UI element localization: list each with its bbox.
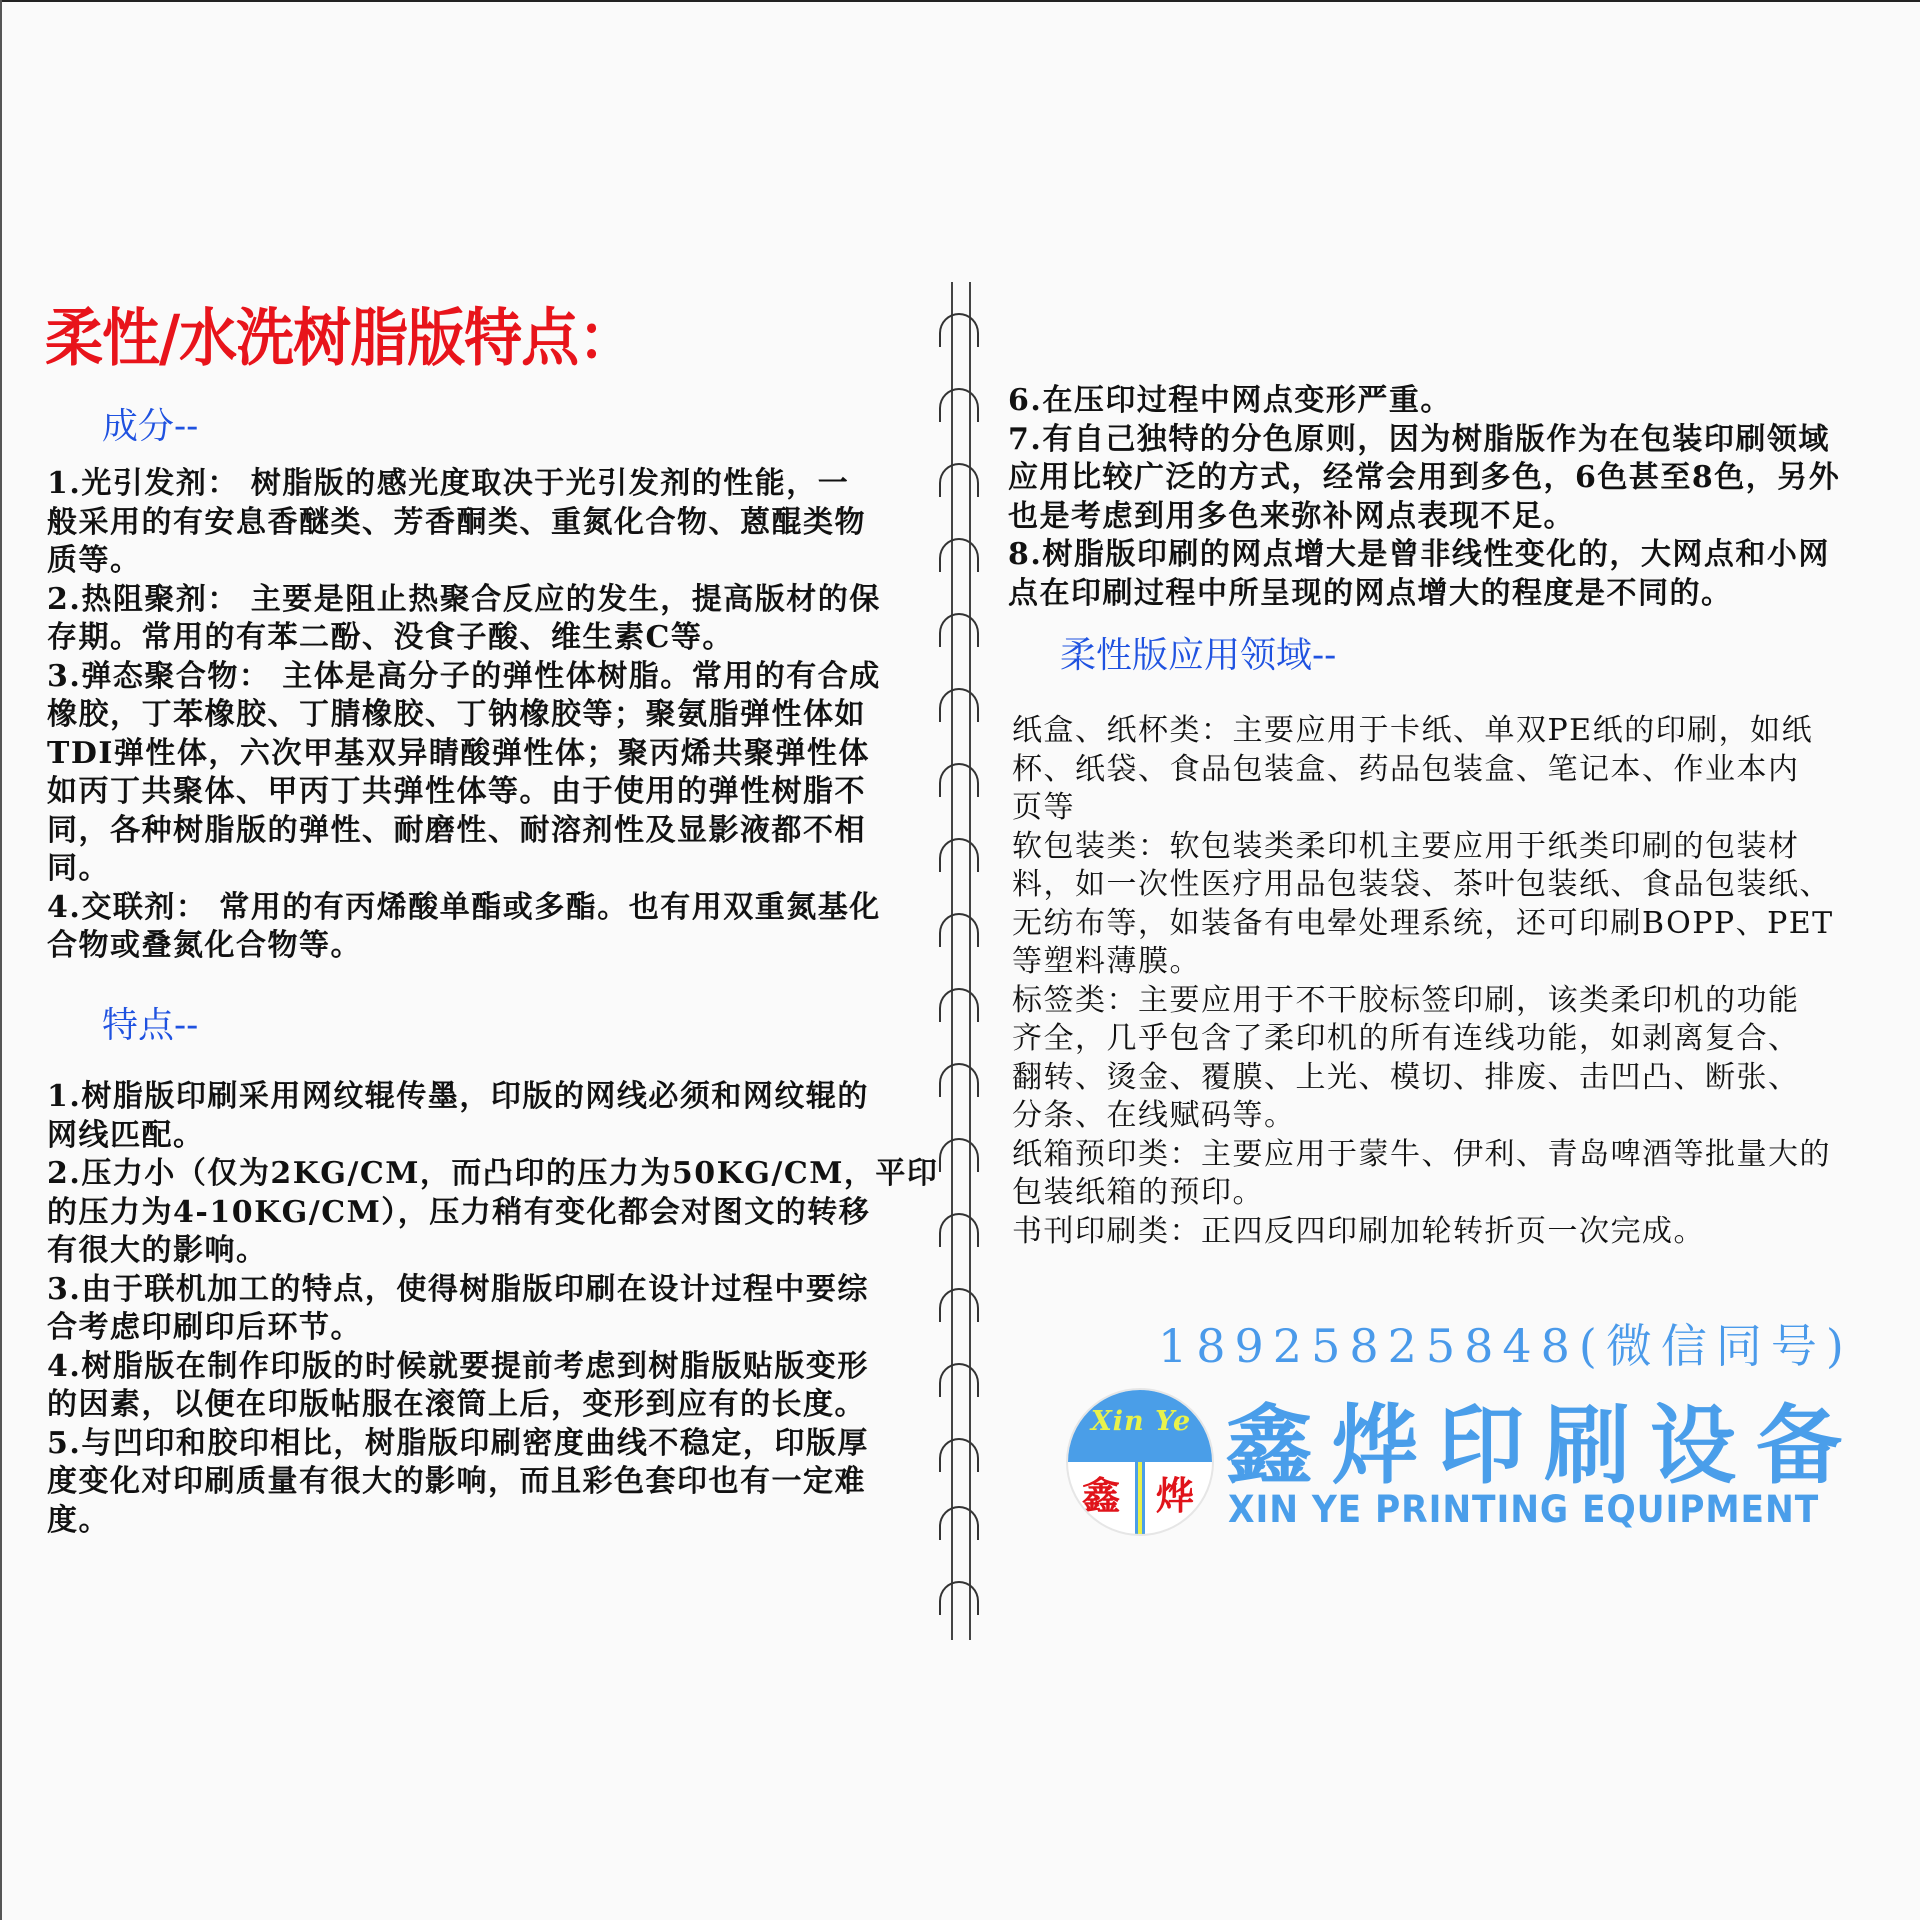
page-top-border <box>0 0 1920 2</box>
text-line: 同。 <box>47 851 110 886</box>
text-line: 8.树脂版印刷的网点增大是曾非线性变化的，大网点和小网 <box>1008 537 1830 572</box>
text-line: 橡胶，丁苯橡胶、丁腈橡胶、丁钠橡胶等；聚氨脂弹性体如 <box>47 697 866 732</box>
text-line: 杯、纸袋、食品包装盒、药品包装盒、笔记本、作业本内 <box>1012 751 1800 787</box>
text-line: 4.交联剂： 常用的有丙烯酸单酯或多酯。也有用双重氮基化 <box>47 889 881 925</box>
text-line: 如丙丁共聚体、甲丙丁共弹性体等。由于使用的弹性树脂不 <box>47 774 866 809</box>
binding-ring <box>939 838 979 872</box>
logo-char-left: 鑫 <box>1082 1473 1121 1518</box>
text-line: 4.树脂版在制作印版的时候就要提前考虑到树脂版贴版变形 <box>47 1348 869 1384</box>
features-list-continued <box>1008 382 1908 613</box>
logo-xinye-text: Xin Ye <box>1090 1406 1192 1437</box>
text-line: 1.光引发剂： 树脂版的感光度取决于光引发剂的性能，一 <box>47 466 850 501</box>
binding-ring <box>939 1063 979 1097</box>
binding-ring <box>939 388 979 422</box>
text-line: 的压力为4-10KG/CM），压力稍有变化都会对图文的转移 <box>47 1194 871 1230</box>
text-line: 有很大的影响。 <box>47 1233 268 1268</box>
section-heading-features: 特点-- <box>102 1005 199 1046</box>
text-line: 般采用的有安息香醚类、芳香酮类、重氮化合物、蒽醌类物 <box>47 504 866 540</box>
page-title: 柔性/水洗树脂版特点： <box>45 301 636 375</box>
text-line: 网线匹配。 <box>47 1117 205 1153</box>
binding-ring <box>939 763 979 797</box>
text-line: 料，如一次性医疗用品包装袋、茶叶包装纸、食品包装纸、 <box>1012 867 1831 902</box>
logo-char-right: 烨 <box>1156 1473 1195 1518</box>
text-line: 的因素，以便在印版帖服在滚筒上后，变形到应有的长度。 <box>47 1387 866 1422</box>
binding-ring <box>939 538 979 572</box>
binding-ring <box>939 613 979 647</box>
text-line: 2.热阻聚剂： 主要是阻止热聚合反应的发生，提高版材的保 <box>47 581 881 617</box>
text-line: 页等 <box>1012 790 1075 825</box>
logo-divider-bar <box>1135 1462 1145 1534</box>
text-line: 合考虑印刷印后环节。 <box>47 1310 362 1345</box>
brand-name-english: XIN YE PRINTING EQUIPMENT <box>1228 1488 1820 1531</box>
text-line: 合物或叠氮化合物等。 <box>47 928 362 963</box>
brand-logo <box>1068 1390 1212 1534</box>
text-line: 齐全，几乎包含了柔印机的所有连线功能，如剥离复合、 <box>1012 1021 1800 1056</box>
text-line: 同，各种树脂版的弹性、耐磨性、耐溶剂性及显影液都不相 <box>47 812 866 848</box>
text-line: 2.压力小（仅为2KG/CM，而凸印的压力为50KG/CM，平印 <box>47 1156 939 1191</box>
text-line: 7.有自己独特的分色原则，因为树脂版作为在包装印刷领域 <box>1008 421 1830 457</box>
text-line: 翻转、烫金、覆膜、上光、模切、排废、击凹凸、断张、 <box>1012 1059 1800 1095</box>
binding-ring <box>939 1288 979 1322</box>
binding-ring <box>939 1438 979 1472</box>
text-line: 分条、在线赋码等。 <box>1012 1098 1296 1133</box>
text-line: 点在印刷过程中所呈现的网点增大的程度是不同的。 <box>1008 575 1733 611</box>
text-line: 5.与凹印和胶印相比，树脂版印刷密度曲线不稳定，印版厚 <box>47 1425 869 1461</box>
applications-list <box>1012 712 1912 1251</box>
binding-ring <box>939 988 979 1022</box>
contact-phone: 18925825848(微信同号) <box>1158 1319 1853 1373</box>
text-line: 标签类：主要应用于不干胶标签印刷，该类柔印机的功能 <box>1012 982 1800 1018</box>
binding-ring <box>939 463 979 497</box>
text-line: 3.弹态聚合物： 主体是高分子的弹性体树脂。常用的有合成 <box>47 658 881 694</box>
text-line: 纸箱预印类：主要应用于蒙牛、伊利、青岛啤酒等批量大的 <box>1012 1136 1831 1172</box>
section-heading-composition: 成分-- <box>102 406 199 447</box>
binding-ring <box>939 688 979 722</box>
text-line: 软包装类：软包装类柔印机主要应用于纸类印刷的包装材 <box>1012 828 1800 864</box>
composition-list <box>47 465 947 966</box>
text-line: 等塑料薄膜。 <box>1012 944 1201 979</box>
text-line: 也是考虑到用多色来弥补网点表现不足。 <box>1008 498 1575 534</box>
binding-ring <box>939 1506 979 1540</box>
text-line: 无纺布等，如装备有电晕处理系统，还可印刷BOPP、PET <box>1012 905 1834 941</box>
features-list <box>47 1078 947 1540</box>
binding-ring <box>939 1363 979 1397</box>
text-line: 应用比较广泛的方式，经常会用到多色，6色甚至8色，另外 <box>1008 460 1841 495</box>
binding-ring <box>939 313 979 347</box>
binding-ring <box>939 1213 979 1247</box>
page-left-border <box>0 0 2 1920</box>
section-heading-applications: 柔性版应用领域-- <box>1060 635 1337 676</box>
text-line: 1.树脂版印刷采用网纹辊传墨，印版的网线必须和网纹辊的 <box>47 1079 869 1114</box>
binding-ring <box>939 913 979 947</box>
text-line: 纸盒、纸杯类：主要应用于卡纸、单双PE纸的印刷，如纸 <box>1012 713 1814 748</box>
text-line: 度变化对印刷质量有很大的影响，而且彩色套印也有一定难 <box>47 1464 866 1499</box>
binding-ring <box>939 1581 979 1615</box>
brand-name-chinese: 鑫烨印刷设备 <box>1226 1395 1862 1496</box>
text-line: 书刊印刷类：正四反四印刷加轮转折页一次完成。 <box>1012 1213 1705 1249</box>
text-line: 3.由于联机加工的特点，使得树脂版印刷在设计过程中要综 <box>47 1271 869 1307</box>
text-line: 度。 <box>47 1502 110 1538</box>
text-line: TDI弹性体，六次甲基双异睛酸弹性体；聚丙烯共聚弹性体 <box>47 735 870 771</box>
text-line: 存期。常用的有苯二酚、没食子酸、维生素C等。 <box>47 620 734 655</box>
text-line: 包装纸箱的预印。 <box>1012 1175 1264 1210</box>
text-line: 6.在压印过程中网点变形严重。 <box>1008 383 1452 418</box>
binding-ring <box>939 1138 979 1172</box>
text-line: 质等。 <box>47 543 142 578</box>
